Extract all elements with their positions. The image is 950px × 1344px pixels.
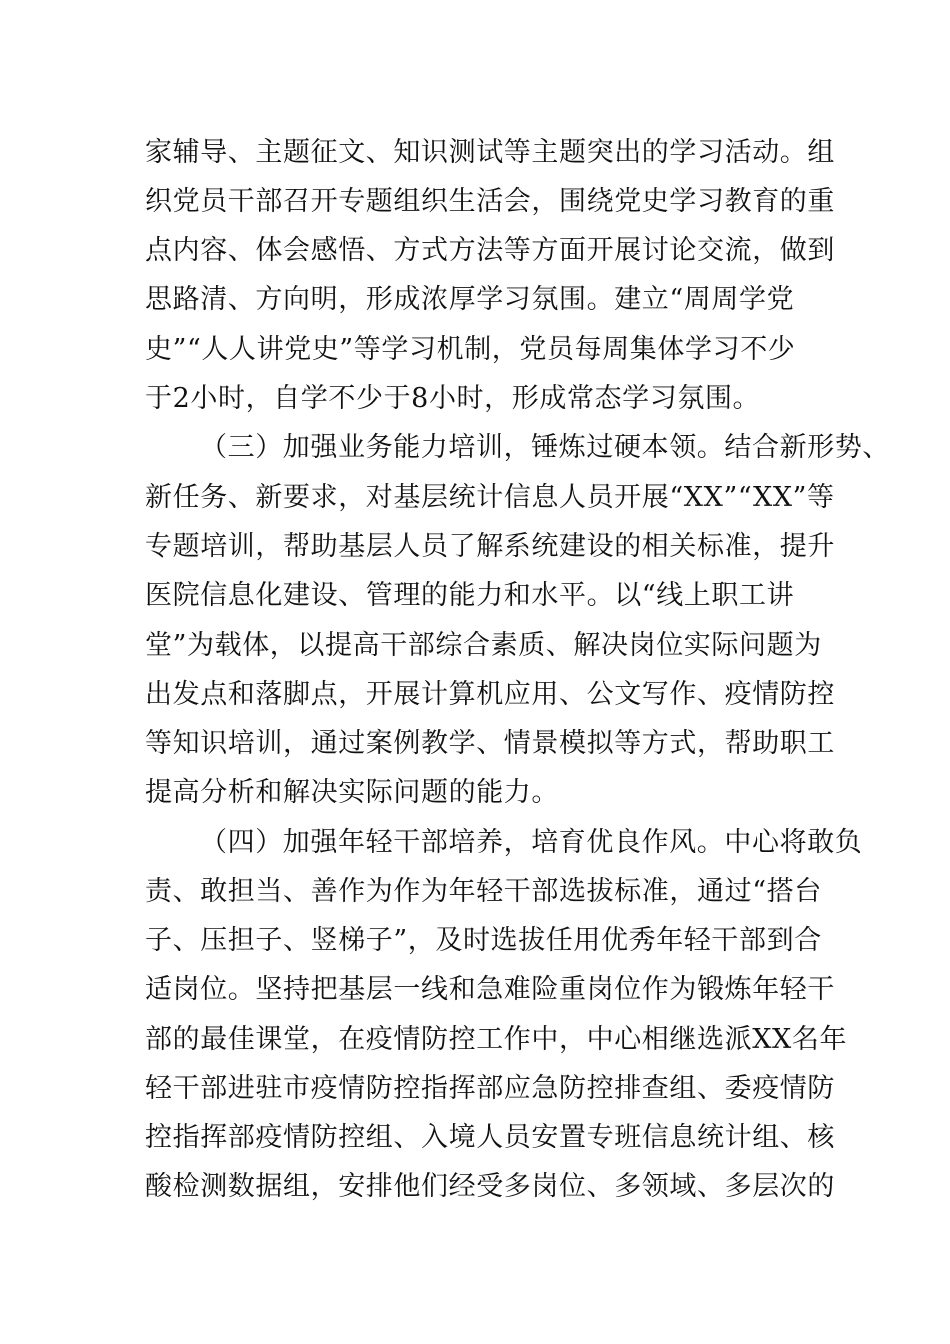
- text-line: 新任务、新要求，对基层统计信息人员开展“XX”“XX”等: [145, 482, 835, 513]
- text-line: 提高分析和解决实际问题的能力。: [145, 777, 559, 808]
- text-line: 专题培训，帮助基层人员了解系统建设的相关标准，提升: [145, 531, 835, 562]
- section-heading-line: （四）加强年轻干部培养，培育优良作风。中心将敢负: [200, 827, 863, 858]
- text-line: 轻干部进驻市疫情防控指挥部应急防控排查组、委疫情防: [145, 1073, 835, 1104]
- text-line: 子、压担子、竖梯子”，及时选拔任用优秀年轻干部到合: [145, 925, 822, 956]
- text-line: 点内容、体会感悟、方式方法等方面开展讨论交流，做到: [145, 235, 835, 266]
- text-line: 等知识培训，通过案例教学、情景模拟等方式，帮助职工: [145, 728, 835, 759]
- text-line: 出发点和落脚点，开展计算机应用、公文写作、疫情防控: [145, 679, 835, 710]
- text-line: 织党员干部召开专题组织生活会，围绕党史学习教育的重: [145, 186, 835, 217]
- text-line: 适岗位。坚持把基层一线和急难险重岗位作为锻炼年轻干: [145, 974, 835, 1005]
- text-line: 史”“人人讲党史”等学习机制，党员每周集体学习不少: [145, 334, 796, 365]
- text-line: 于2小时，自学不少于8小时，形成常态学习氛围。: [145, 383, 761, 414]
- text-line: 家辅导、主题征文、知识测试等主题突出的学习活动。组: [145, 137, 835, 168]
- text-line: 医院信息化建设、管理的能力和水平。以“线上职工讲: [145, 580, 795, 611]
- text-line: 控指挥部疫情防控组、入境人员安置专班信息统计组、核: [145, 1122, 835, 1153]
- section-heading-line: （三）加强业务能力培训，锤炼过硬本领。结合新形势、: [200, 432, 890, 463]
- text-line: 思路清、方向明，形成浓厚学习氛围。建立“周周学党: [145, 284, 795, 315]
- text-line: 责、敢担当、善作为作为年轻干部选拔标准，通过“搭台: [145, 876, 822, 907]
- text-line: 堂”为载体，以提高干部综合素质、解决岗位实际问题为: [145, 630, 822, 661]
- text-line: 部的最佳课堂，在疫情防控工作中，中心相继选派XX名年: [145, 1024, 848, 1055]
- text-line: 酸检测数据组，安排他们经受多岗位、多领域、多层次的: [145, 1171, 835, 1202]
